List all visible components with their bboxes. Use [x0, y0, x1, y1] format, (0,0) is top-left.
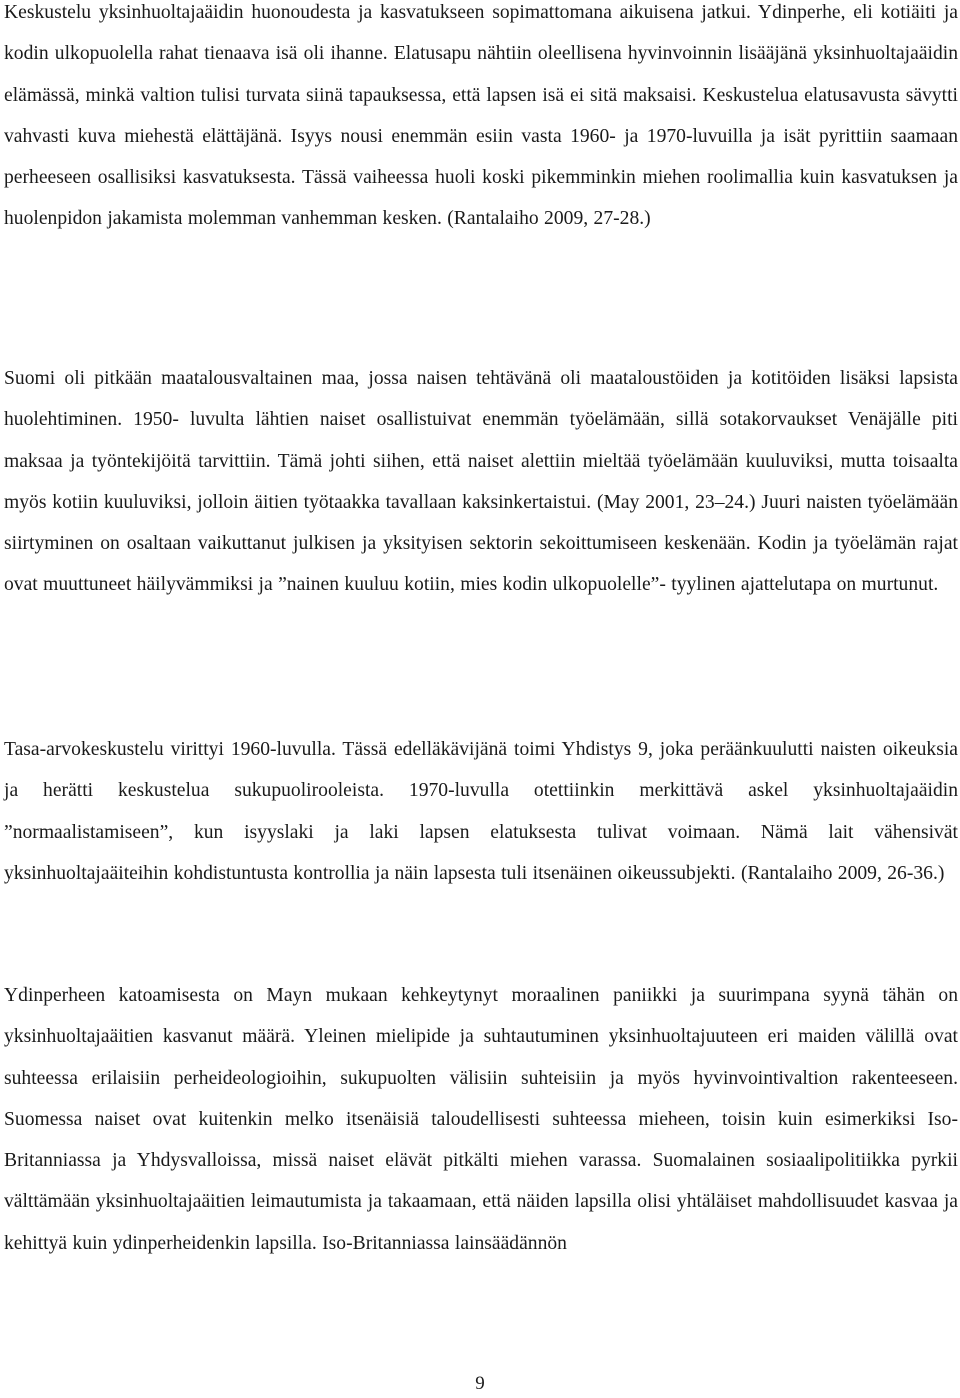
paragraph: Ydinperheen katoamisesta on Mayn mukaan kehkeytynyt moraalinen paniikki ja suurimpana syynä tähän on yksinhuoltajaäitien kasvanut määrä. Yleinen mielipide ja suhtautuminen yksinhuoltajuuteen eri maiden välillä ovat suhteessa erilaisiin perheideologioihin, sukupuolten välisiin suhteisiin ja myös hyvinvointivaltion rakenteeseen. Suomessa naiset ovat kuitenkin melko itsenäisiä taloudellisesti suhteessa mieheen, toisin kuin esimerkiksi Iso-Britanniassa ja Yhdysvalloissa, missä naiset elävät pitkälti miehen varassa. Suomalainen sosiaalipolitiikka pyrkii välttämään yksinhuoltajaäitien leimautumista ja takaamaan, että näiden lapsilla olisi yhtäläiset mahdollisuudet kasvaa ja kehittyä kuin ydinperheidenkin lapsilla. Iso-Britanniassa lainsäädännön [4, 985, 958, 1254]
paragraph: Suomi oli pitkään maatalousvaltainen maa, jossa naisen tehtävänä oli maataloustöiden ja kotitöiden lisäksi lapsista huolehtiminen. 1950- luvulta lähtien naiset osallistuivat enemmän työelämään, sillä sotakorvaukset Venäjälle piti maksaa ja työntekijöitä tarvittiin. Tämä johti siihen, että naiset alettiin mieltää työelämään kuuluviksi, mutta toisaalta myös kotiin kuuluviksi, jolloin äitien työtaakka tavallaan kaksinkertaistui. (May 2001, 23–24.) Juuri naisten työelämään siirtyminen on osaltaan vaikuttanut julkisen ja yksityisen sektorin sekoittumiseen keskenään. Kodin ja työelämän rajat ovat muuttuneet häilyvämmiksi ja ”nainen kuuluu kotiin, mies kodin ulkopuolelle”- tyylinen ajattelutapa on murtunut. [4, 368, 958, 596]
paragraph: Tasa-arvokeskustelu virittyi 1960-luvulla. Tässä edelläkävijänä toimi Yhdistys 9, joka peräänkuulutti naisten oikeuksia ja herätti keskustelua sukupuolirooleista. 1970-luvulla otettiinkin merkittävä askel yksinhuoltajaäidin ”normaalistamiseen”, kun isyyslaki ja laki lapsen elatuksesta tulivat voimaan. Nämä lait vähensivät yksinhuoltajaäiteihin kohdistuntusta kontrollia ja näin lapsesta tuli itsenäinen oikeussubjekti. (Rantalaiho 2009, 26-36.) [4, 739, 958, 884]
paragraph: Keskustelu yksinhuoltajaäidin huonoudesta ja kasvatukseen sopimattomana aikuisena jatkui. Ydinperhe, eli kotiäiti ja kodin ulkopuolella rahat tienaava isä oli ihanne. Elatusapu nähtiin oleellisena hyvinvoinnin lisääjänä yksinhuoltajaäidin elämässä, minkä valtion tulisi turvata siinä tapauksessa, että lapsen isä ei sitä maksaisi. Keskustelua elatusavusta sävytti vahvasti kuva miehestä elättäjänä. Isyys nousi enemmän esiin vasta 1960- ja 1970-luvuilla ja isät pyrittiin saamaan perheeseen osallisiksi kasvatuksesta. Tässä vaiheessa huoli koski pikemminkin miehen roolimallia kuin kasvatuksen ja huolenpidon jakamista molemman vanhemman kesken. (Rantalaiho 2009, 27-28.) [4, 2, 958, 230]
page-number: 9 [475, 1373, 485, 1394]
